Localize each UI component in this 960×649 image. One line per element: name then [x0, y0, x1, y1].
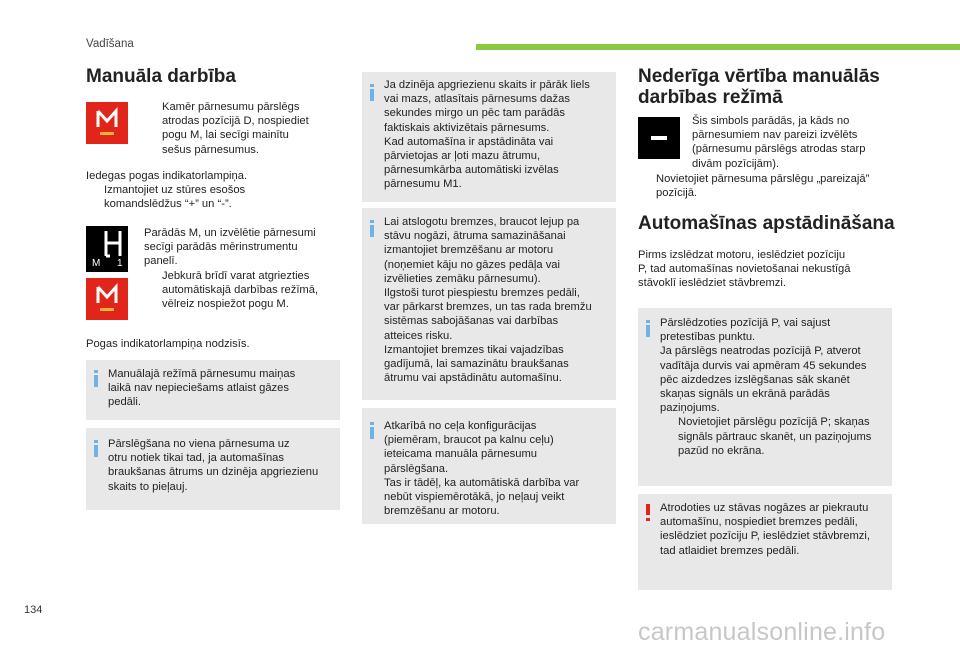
section-header-label: Vadīšana: [86, 38, 134, 50]
info-icon: [645, 320, 651, 337]
info-icon: [369, 84, 375, 101]
heading-invalid-value: Nederīga vērtība manuālās darbības režīmā: [638, 66, 880, 108]
m-button-icon: [86, 102, 128, 144]
info-icon: [369, 220, 375, 237]
heading-manual-mode: Manuāla darbība: [86, 66, 236, 87]
info-panel-engine-braking: Lai atslogotu bremzes, braucot lejup pa stāvu nogāzi, ātruma samazināšanai izmantojiet bremzēšanu ar motoru (noņemiet kāju no gāzes pedāļa vai izvēlieties zemāku pārnesumu). Ilgstoši turot piespiestu bremzes pedāli, var pārkarst bremzes, un tas rada bremžu sistēmas sabojāšanas vai darbības atteices risku. Izmantojiet bremzes tikai vajadzības gadījumā, lai samazinātu braukšanas ātrumu vai apstādinātu automašīnu.: [362, 208, 616, 400]
info-panel-manual-gas: Manuālajā režīmā pārnesumu maiņas laikā nav nepieciešams atlaist gāzes pedāli.: [86, 360, 340, 420]
info-panel-road-config: Atkarībā no ceļa konfigurācijas (piemēram, braucot pa kalnu ceļu) ieteicama manuāla pārnesumu pārslēgšana. Tas ir tādēļ, ka automātiskā darbība var nebūt vispiemērotākā, jo neļauj veikt bremzēšanu ar motoru.: [362, 408, 616, 524]
page-number: 134: [24, 604, 43, 616]
paragraph-correct-position: Novietojiet pārnesuma pārslēgu „pareizajā” pozīcijā.: [656, 173, 870, 200]
info-panel-engine-speed: Ja dzinēja apgriezienu skaits ir pārāk liels vai mazs, atlasītais pārnesums dažas sekundes mirgo un pēc tam parādās faktiskais aktivizētais pārnesums. Kad automašīna ir apstādināta vai pārvietojas ar ļoti mazu ātrumu, pārnesumkārba automātiski izvēlas pārnesumu M1.: [362, 72, 616, 202]
info-panel-position-p: Pārslēdzoties pozīcijā P, vai sajust pretestības punktu. Ja pārslēgs neatrodas pozīcijā P, atverot vadītāja durvis vai apmēram 45 sekundes pēc aizdedzes izslēgšanas sāk skanēt skaņas signāls un ekrānā parādās paziņojums. Novietojiet pārslēgu pozīcijā P; skaņas signāls pārtrauc skanēt, un paziņojums pazūd no ekrāna.: [638, 308, 892, 486]
heading-stopping: Automašīnas apstādināšana: [638, 213, 895, 234]
m-button-icon: [86, 278, 128, 320]
paragraph-before-engine-off: Pirms izslēdzat motoru, ieslēdziet pozīciju P, tad automašīnas novietošanai nekustīgā stāvoklī ieslēdziet stāvbremzi.: [638, 249, 851, 290]
svg-text:M: M: [92, 258, 101, 269]
paragraph-manual-intro: Kamēr pārnesumu pārslēgs atrodas pozīcijā D, nospiediet pogu M, lai secīgi mainītu sešus pārnesumus.: [162, 101, 309, 156]
info-panel-shift-conditions: Pārslēgšana no viena pārnesuma uz otru notiek tikai tad, ja automašīnas braukšanas ātrums un dzinēja apgriezienu skaits to pieļauj.: [86, 428, 340, 510]
invalid-gear-dash-icon: [638, 117, 680, 159]
info-icon: [93, 370, 99, 387]
info-icon: [93, 440, 99, 457]
warning-panel-steep-slope: Atrodoties uz stāvas nogāzes ar piekrautu automašīnu, nospiediet bremzes pedāli, ieslēdziet pozīciju P, ieslēdziet stāvbremzi, tad atlaidiet bremzes pedāli.: [638, 494, 892, 590]
paragraph-indicator-off: Pogas indikatorlampiņa nodzisīs.: [86, 338, 250, 350]
paragraph-symbol-appears: Šis simbols parādās, ja kāds no pārnesumiem nav pareizi izvēlēts (pārnesumu pārslēgs atrodas starp divām pozīcijām).: [692, 115, 866, 170]
paragraph-m-appears: Parādās M, un izvēlētie pārnesumi secīgi parādās mērinstrumentu panelī. Jebkurā brīdī varat atgriezties automātiskajā darbības režīmā, vēlreiz nospiežot pogu M.: [144, 227, 319, 311]
watermark: carmanualsonline.info: [638, 618, 886, 646]
paragraph-indicator-on: Iedegas pogas indikatorlampiņa. Izmantojiet uz stūres esošos komandslēdžus “+” un “-”.: [86, 170, 248, 211]
m1-display-icon: [86, 226, 128, 272]
section-header-bar: [476, 44, 960, 50]
info-icon: [369, 422, 375, 439]
svg-text:1: 1: [117, 258, 123, 269]
warning-icon: [645, 504, 651, 521]
